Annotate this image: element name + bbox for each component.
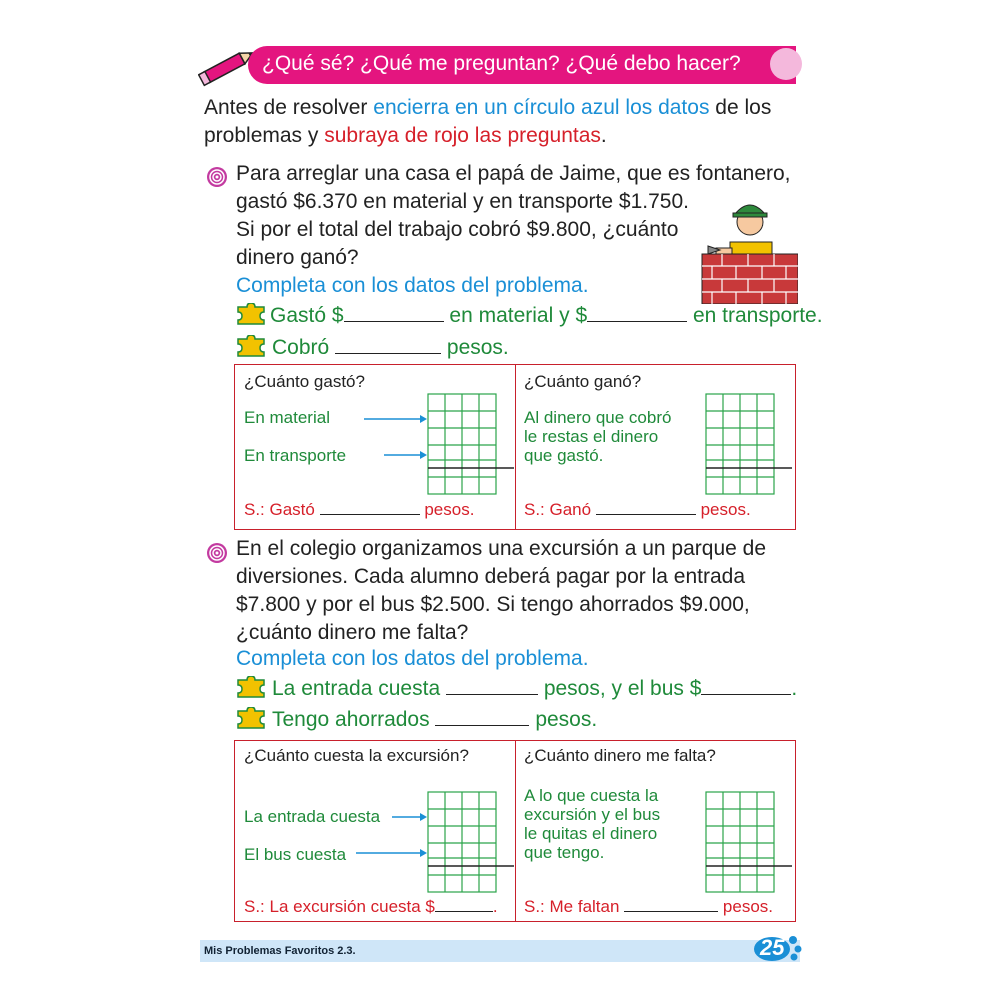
problem2-left-row-2: El bus cuesta [244,845,347,864]
puzzle-icon [236,303,266,325]
spiral-icon [206,166,228,188]
problem1-left-answer: S.: Gastó pesos. [244,500,475,519]
problem1-line-3: Si por el total del trabajo cobró $9.800, ¿cuánto [236,218,679,241]
problem1-right-desc: Al dinero que cobró le restas el dinero que gastó. [524,408,672,465]
arrow-icon [360,410,428,460]
problem1-right-answer: S.: Ganó pesos. [524,500,751,519]
problem1-instruction: Completa con los datos del problema. [236,274,589,297]
calc-grid [424,790,516,894]
calc-grid [424,392,516,496]
problem1-left-row-2: En transporte [244,446,347,465]
problem1-fill-2: Cobró pesos. [272,336,509,359]
problem1-fill-1: Gastó $ en material y $ en transporte. [270,304,823,327]
problem2-right-title: ¿Cuánto dinero me falta? [524,746,716,765]
problem2-fill-2: Tengo ahorrados pesos. [272,708,598,731]
problem2-line-4: ¿cuánto dinero me falta? [236,621,469,644]
problem2-right-answer: S.: Me faltan pesos. [524,897,773,916]
header-dot [770,48,802,80]
problem1-line-4: dinero ganó? [236,246,359,269]
spiral-icon [206,542,228,564]
section-title: ¿Qué sé? ¿Qué me preguntan? ¿Qué debo hacer? [262,52,741,75]
arrow-icon [352,808,428,858]
problem2-left-row-1: La entrada cuesta [244,807,381,826]
puzzle-icon [236,676,266,698]
calc-grid [702,790,794,894]
puzzle-icon [236,707,266,729]
footer-book-title: Mis Problemas Favoritos 2.3. [204,945,356,957]
problem2-line-3: $7.800 y por el bus $2.500. Si tengo ahorrados $9.000, [236,593,750,616]
problem2-instruction: Completa con los datos del problema. [236,647,589,670]
page-number: 25 [760,935,785,960]
worker-illustration [700,192,798,304]
puzzle-icon [236,335,266,357]
intro-line-2: problemas y subraya de rojo las preguntas. [204,124,607,147]
intro-line-1: Antes de resolver encierra en un círculo azul los datos de los [204,96,772,119]
problem2-line-2: diversiones. Cada alumno deberá pagar por la entrada [236,565,745,588]
problem2-fill-1: La entrada cuesta pesos, y el bus $ . [272,677,798,700]
problem2-line-1: En el colegio organizamos una excursión a un parque de [236,537,767,560]
problem2-right-desc: A lo que cuesta la excursión y el bus le quitas el dinero que tengo. [524,786,661,862]
calc-grid [702,392,794,496]
problem2-left-answer: S.: La excursión cuesta $ . [244,897,498,916]
problem1-line-2: gastó $6.370 en material y en transporte $1.750. [236,190,689,213]
problem2-left-title: ¿Cuánto cuesta la excursión? [244,746,469,765]
problem1-left-row-1: En material [244,408,330,427]
problem1-left-title: ¿Cuánto gastó? [244,372,365,391]
problem1-right-title: ¿Cuánto ganó? [524,372,642,391]
problem1-line-1: Para arreglar una casa el papá de Jaime, que es fontanero, [236,162,791,185]
